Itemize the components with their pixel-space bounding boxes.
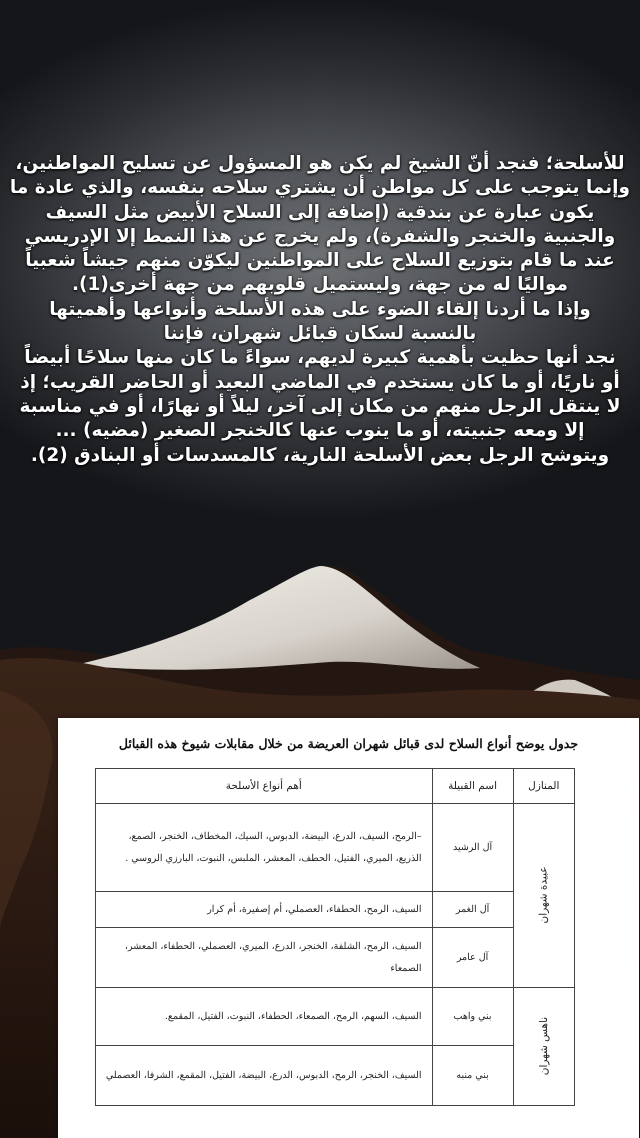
weapons-table: [95, 768, 575, 1106]
weapons-cell: السيف، الرمح، الحطفاء، العصملي، أم إصفيرة، أم كرار: [96, 892, 433, 928]
table-title: جدول يوضح أنواع السلاح لدى قبائل شهران العريضة من خلال مقابلات شيوخ هذه القبائل: [118, 736, 579, 751]
caption-line: مواليًا له من جهة، وليستميل قلوبهم من جهة أخرى(1).: [71, 274, 569, 296]
tribe-cell: آل الرشيد: [432, 804, 513, 892]
region-label: عبيدة شهران: [537, 866, 550, 924]
weapons-cell: السيف، السهم، الرمح، الصمعاء، الحطفاء، النبوت، الفتيل، المقمع.: [96, 988, 433, 1046]
tribe-cell: آل الغمر: [432, 892, 513, 928]
caption-line: إلا ومعه جنبيته، أو ما ينوب عنها كالخنجر الصغير (مضيه) ...: [55, 420, 585, 442]
region-cell: [513, 988, 574, 1106]
region-label: ناهس شهران: [537, 1016, 550, 1076]
region-cell: [513, 804, 574, 988]
caption-line: والجنبية والخنجر والشفرة)، ولم يخرج عن هذا النمط إلا الإدريسي: [24, 225, 616, 247]
caption-line: للأسلحة؛ فنجد أنّ الشيخ لم يكن هو المسؤول عن تسليح المواطنين،: [15, 153, 625, 174]
caption-line: بالنسبة لسكان قبائل شهران، فإننا: [163, 323, 477, 345]
weapons-cell: السيف، الرمح، الشلفة، الخنجر، الدرع، الميري، العصملي، الحطفاء، المعشر، الصمعاء: [96, 928, 433, 988]
table-row: [96, 892, 575, 928]
caption-line: نجد أنها حظيت بأهمية كبيرة لديهم، سواءً ما كان منها سلاحًا أبيضاً: [24, 347, 616, 369]
table-row: [96, 1046, 575, 1106]
caption-line: ويتوشح الرجل بعض الأسلحة النارية، كالمسدسات أو البنادق (2).: [30, 444, 610, 466]
table-row: [96, 988, 575, 1046]
caption-line: وإنما يتوجب على كل مواطن أن يشتري سلاحه بنفسه، والذي عادة ما: [9, 177, 630, 199]
table-header-row: [96, 769, 575, 804]
caption-line: عند ما قام بتوزيع السلاح على المواطنين ليكوّن منهم جيشاً شعبياً: [25, 250, 615, 272]
header-tribe: اسم القبيلة: [432, 769, 513, 804]
caption-line: وإذا ما أردنا إلقاء الضوء على هذه الأسلحة وأنواعها وأهميتها: [49, 298, 591, 320]
tribe-cell: بني واهب: [432, 988, 513, 1046]
caption-line: يكون عبارة عن بندقية (إضافة إلى السلاح الأبيض مثل السيف: [45, 201, 595, 223]
weapons-cell: السيف، الخنجر، الرمح، الدبوس، الدرع، البيضة، الفتيل، المقمع، الشرفا، العصملي: [96, 1046, 433, 1106]
header-region: المنازل: [513, 769, 574, 804]
caption-line: لا ينتقل الرجل منهم من مكان إلى آخر، ليلاً أو نهارًا، أو في مناسبة: [19, 395, 621, 417]
table-row: [96, 928, 575, 988]
tribe-cell: آل عامر: [432, 928, 513, 988]
document-scan: [58, 718, 639, 1138]
table-row: [96, 804, 575, 892]
weapons-cell: –الرمح، السيف، الدرع، البيضة، الدبوس، السيك، المخطاف، الخنجر، الصمع، الذريع، الميري، الفتيل، الحطف، المعشر، الملبس، النبوت، البارزي الروسي .: [96, 804, 433, 892]
caption-text: [10, 152, 630, 468]
tribe-cell: بني منبه: [432, 1046, 513, 1106]
header-weapons: أهم أنواع الأسلحة: [96, 769, 433, 804]
caption-line: أو ناريًا، أو ما كان يستخدم في الماضي البعيد أو الحاضر القريب؛ إذ: [20, 371, 620, 393]
